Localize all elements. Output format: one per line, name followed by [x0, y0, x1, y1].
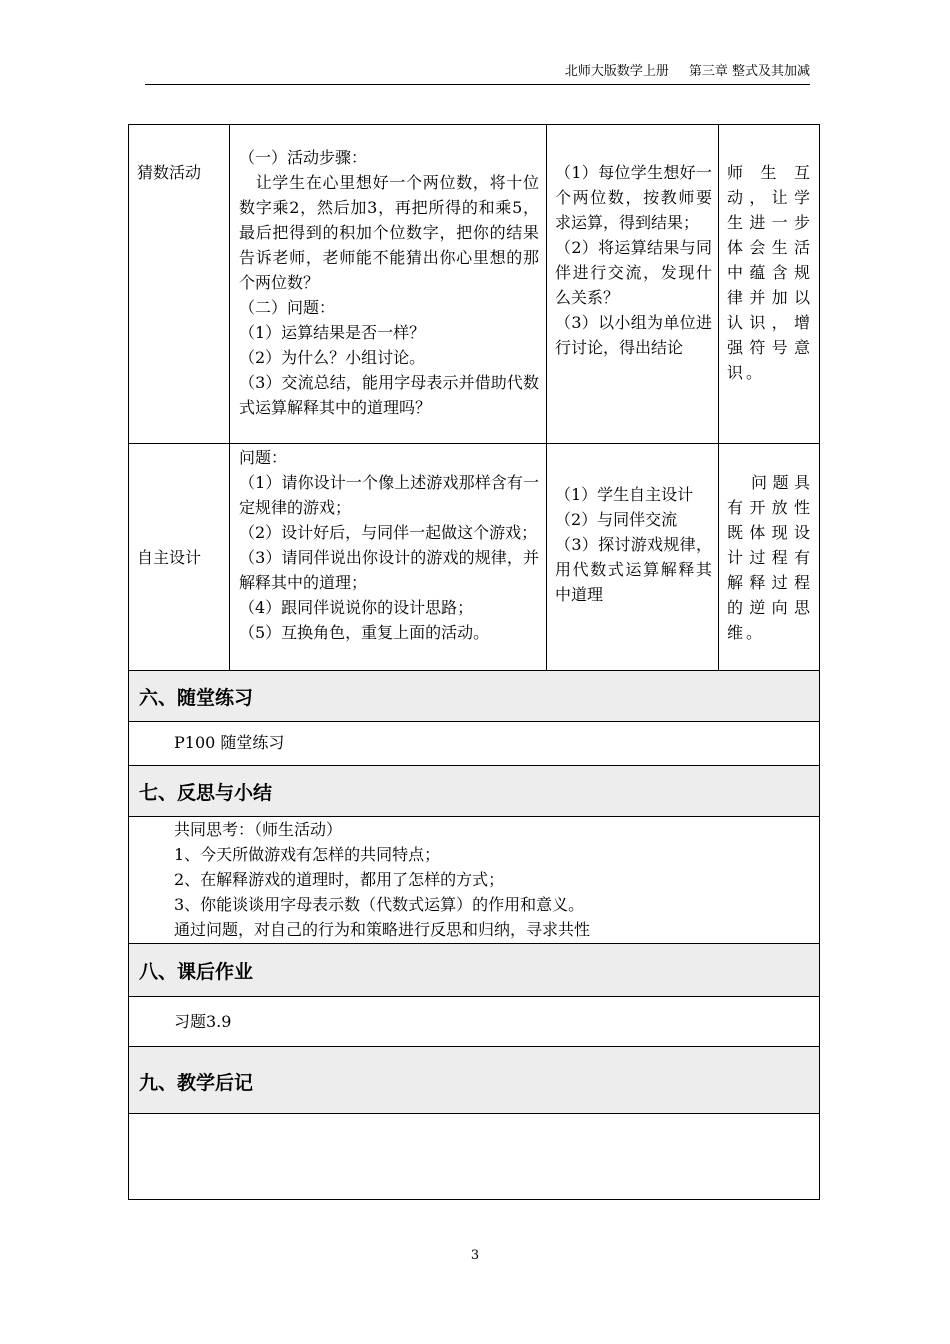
row-intent-design: 问题具有开放性既体现设计过程有解释过程的逆向思维。 — [727, 473, 813, 642]
row-student-guess — [555, 160, 712, 360]
section-title-reflection: 七、反思与小结 — [139, 782, 273, 804]
student-line: （2）与同伴交流 — [555, 510, 678, 529]
student-line: （1）每位学生想好一个两位数，按教师要求运算，得到结果； — [555, 163, 712, 232]
body-line: 2、在解释游戏的道理时，都用了怎样的方式； — [174, 870, 505, 889]
section-title-notes: 九、教学后记 — [139, 1072, 254, 1094]
body-line: 通过问题，对自己的行为和策略进行反思和归纳，寻求共性 — [174, 920, 591, 939]
row-student-design — [555, 482, 712, 607]
body-line: 共同思考：（师生活动） — [174, 820, 343, 839]
student-line: （1）学生自主设计 — [555, 485, 694, 504]
page-header — [145, 60, 810, 85]
content-line: （二）问题： — [239, 298, 336, 317]
student-line: （2）将运算结果与同伴进行交流，发现什么关系？ — [555, 238, 712, 307]
content-line: （2）设计好后，与同伴一起做这个游戏； — [239, 523, 538, 542]
content-line: （5）互换角色，重复上面的活动。 — [239, 623, 490, 642]
lesson-table — [128, 124, 820, 1200]
section-body-homework — [174, 1009, 774, 1034]
body-line: 习题3.9 — [174, 1012, 232, 1031]
body-line: P100 随堂练习 — [174, 733, 285, 752]
content-line: （2）为什么？小组讨论。 — [239, 348, 426, 367]
row-intent-guess: 师生互动，让学生进一步体会生活中蕴含规律并加以认识，增强符号意识。 — [727, 163, 813, 382]
content-line: （1）请你设计一个像上述游戏那样含有一定规律的游戏； — [239, 473, 539, 517]
body-line: 1、今天所做游戏有怎样的共同特点； — [174, 845, 441, 864]
content-line: （3）交流总结，能用字母表示并借助代数式运算解释其中的道理吗？ — [239, 373, 539, 417]
row-label-design: 自主设计 — [137, 548, 202, 567]
body-line: 3、你能谈谈用字母表示数（代数式运算）的作用和意义。 — [174, 895, 585, 914]
header-book: 北师大版数学上册 — [564, 64, 669, 79]
content-line: 问题： — [239, 448, 288, 467]
content-line: （1）运算结果是否一样？ — [239, 323, 426, 342]
header-chapter: 第三章 整式及其加减 — [688, 64, 810, 79]
row-content-guess — [239, 145, 539, 420]
student-line: （3）以小组为单位进行讨论，得出结论 — [555, 313, 712, 357]
section-body-practice — [174, 730, 774, 755]
section-body-reflection — [174, 817, 814, 942]
section-title-homework: 八、课后作业 — [139, 961, 254, 983]
content-line: （3）请同伴说出你设计的游戏的规律，并解释其中的道理； — [239, 548, 539, 592]
student-line: （3）探讨游戏规律，用代数式运算解释其中道理 — [555, 535, 712, 604]
content-line: 让学生在心里想好一个两位数，将十位数字乘2，然后加3，再把所得的和乘5，最后把得到的积加个位数字，把你的结果告诉老师，老师能不能猜出你心里想的那个两位数？ — [239, 173, 539, 292]
content-line: （4）跟同伴说说你的设计思路； — [239, 598, 474, 617]
section-title-practice: 六、随堂练习 — [139, 687, 254, 709]
content-line: （一）活动步骤： — [239, 148, 368, 167]
row-content-design — [239, 445, 539, 645]
page-number: 3 — [470, 1248, 480, 1263]
row-label-guess: 猜数活动 — [137, 163, 202, 182]
